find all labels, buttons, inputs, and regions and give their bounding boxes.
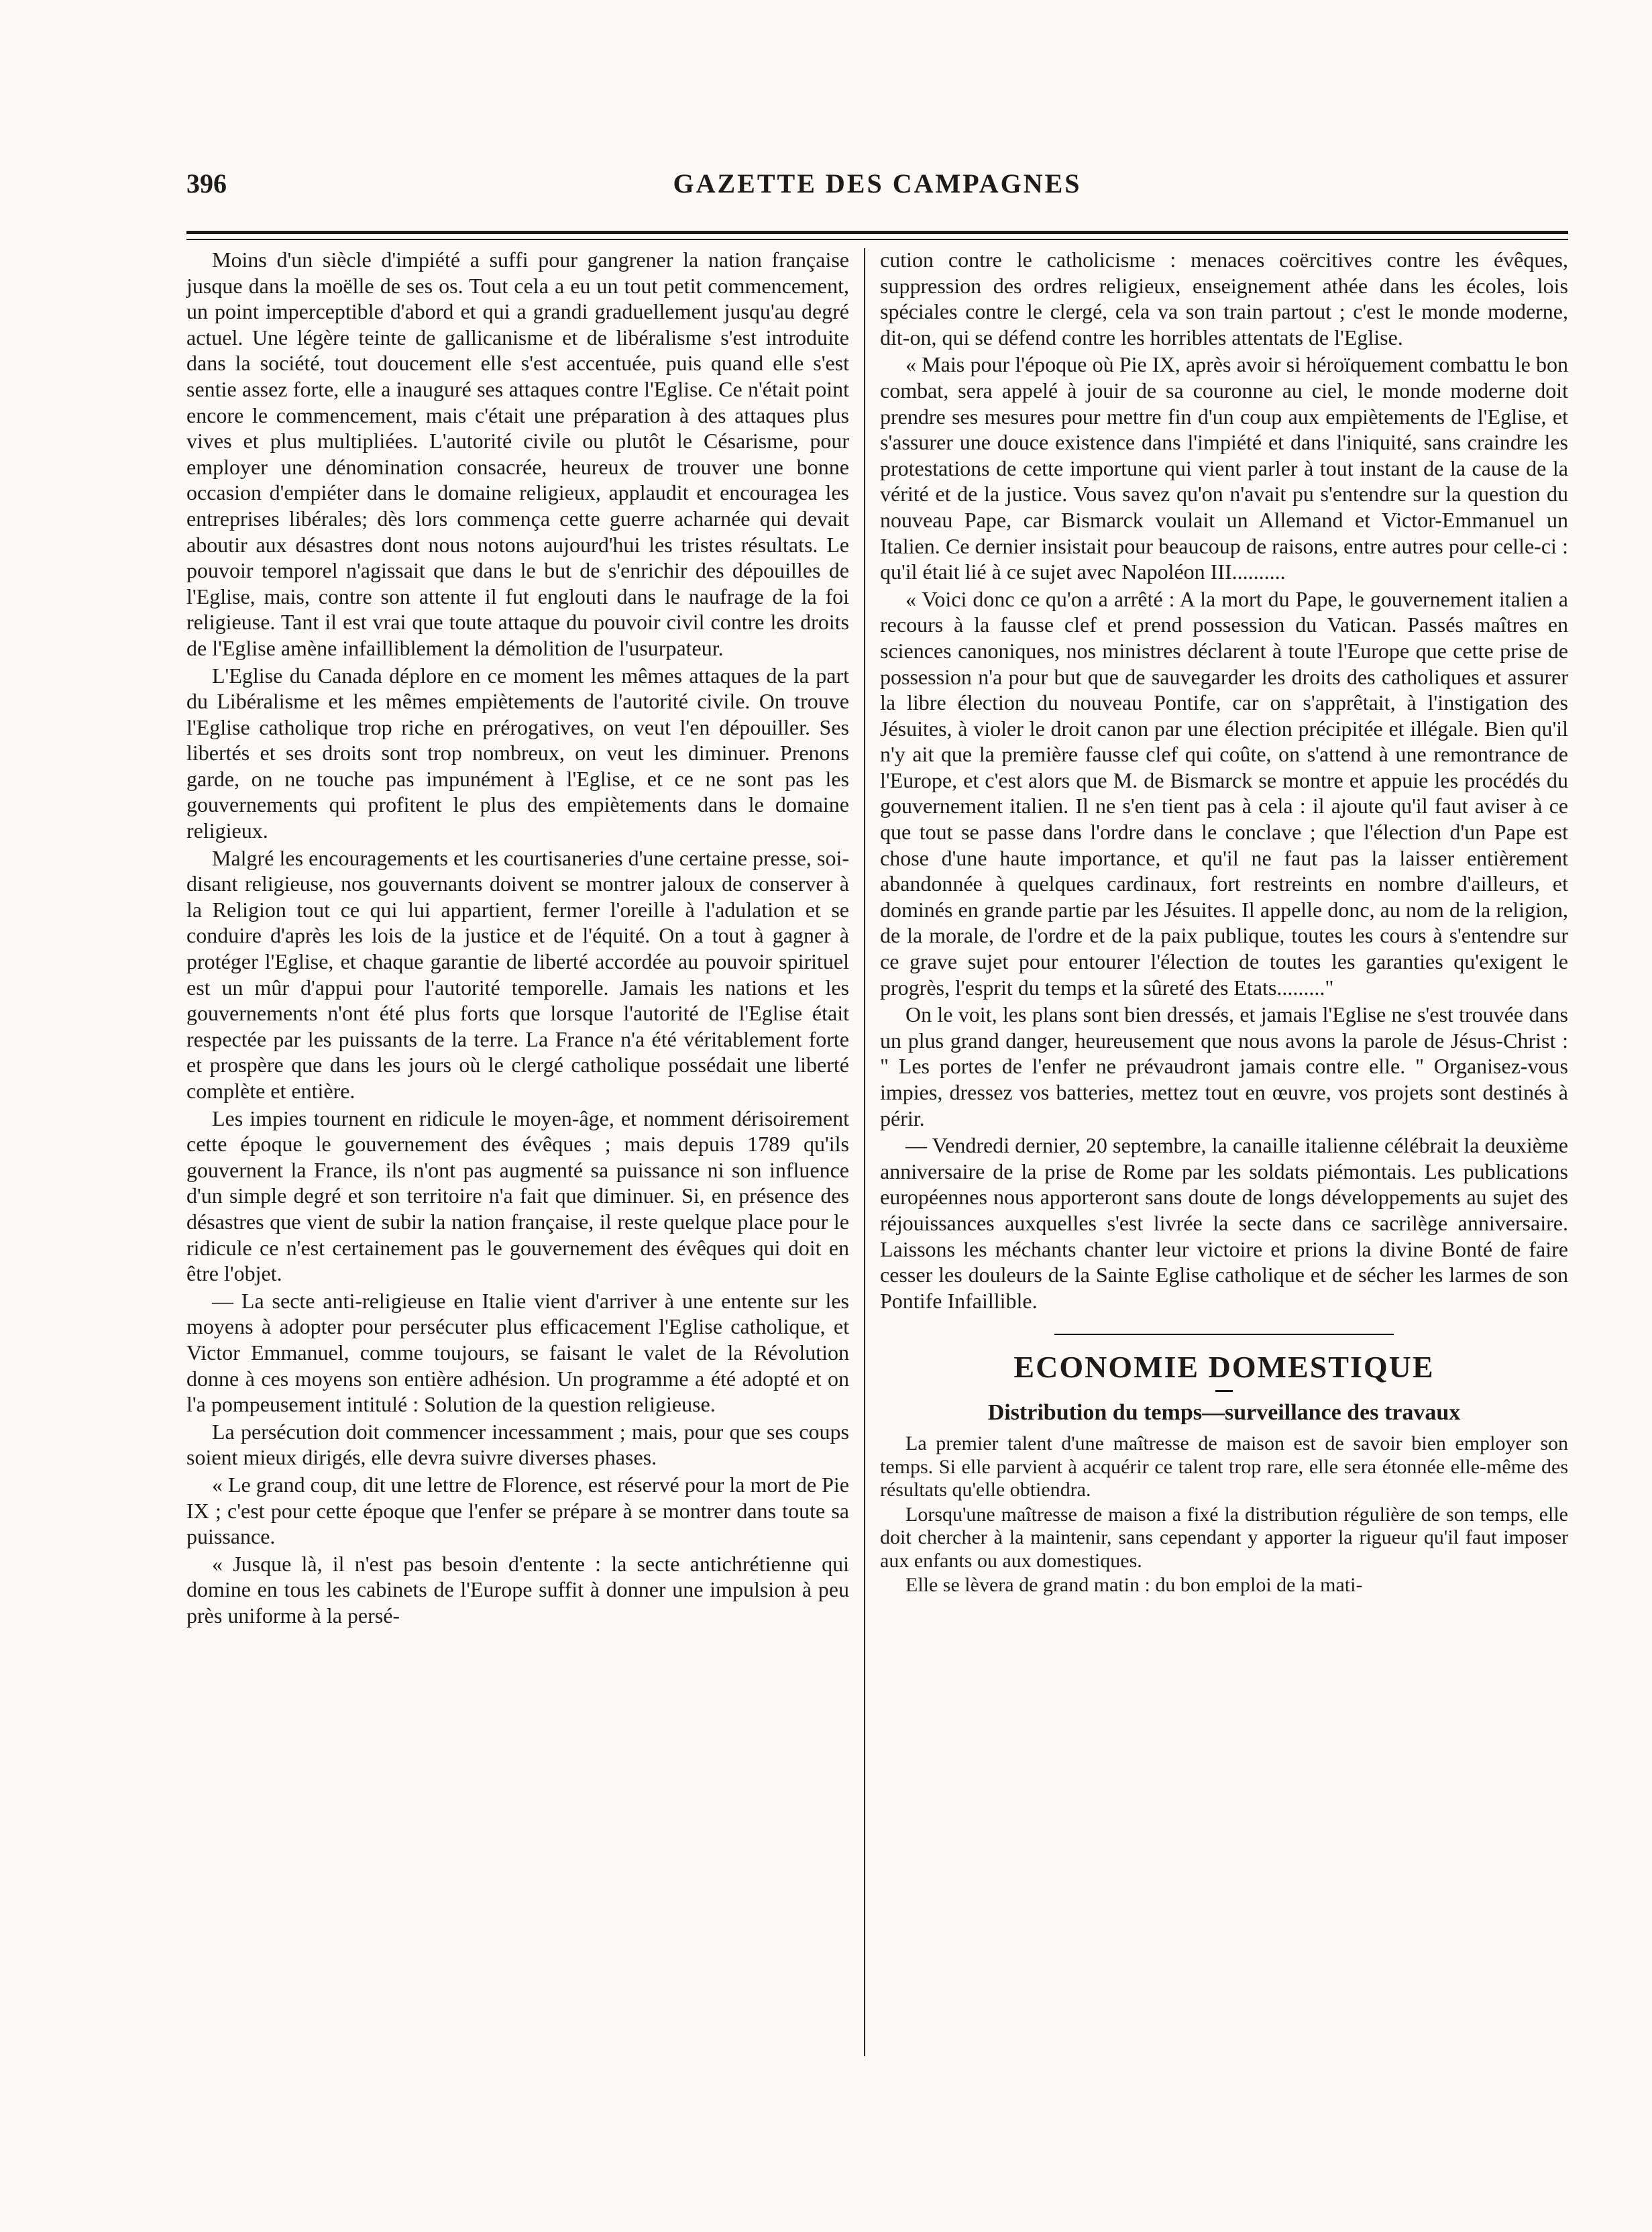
left-column: [186, 247, 849, 1628]
paragraph: cution contre le catholicisme : menaces coërcitives contre les évêques, suppression des ordres religieux, enseignement athée dans les écoles, lois spéciales contre le clergé, cela va son train partout ; c'est le monde moderne, dit-on, qui se défend contre les horribles attentats de l'Eglise.: [880, 248, 1568, 350]
section-title-text: ECONOMIE DOMESTIQUE: [1013, 1350, 1435, 1385]
journal-title: GAZETTE DES CAMPAGNES: [673, 168, 1082, 199]
paragraph: Les impies tournent en ridicule le moyen-âge, et nomment dérisoirement cette époque le gouvernement des évêques ; mais depuis 1789 qu'ils gouvernent la France, ils n'ont pas augmenté sa puissance ni son influence d'un simple degré et son territoire n'a fait que diminuer. Si, en présence des désastres que vient de subir la nation française, il reste quelque place pour le ridicule ce n'est certainement pas le gouvernement des évêques qui doit en être l'objet.: [186, 1106, 849, 1286]
page-header: [186, 168, 1568, 215]
page-number: 396: [186, 168, 227, 199]
paragraph: La premier talent d'une maîtresse de maison est de savoir bien employer son temps. Si elle parvient à acquérir ce talent trop rare, elle sera étonnée elle-même des résultats qu'elle obtiendra.: [880, 1432, 1568, 1501]
paragraph: « Le grand coup, dit une lettre de Florence, est réservé pour la mort de Pie IX ; c'est pour cette époque que l'enfer se prépare à se montrer dans toute sa puissance.: [186, 1472, 849, 1549]
paragraph: Moins d'un siècle d'impiété a suffi pour gangrener la nation française jusque dans la moëlle de ses os. Tout cela a eu un tout petit commencement, un point imperceptible d'abord et qui a grandi graduellement jusqu'au degré actuel. Une légère teinte de gallicanisme et de libéralisme s'est introduite dans la société, tout doucement elle s'est accentuée, puis quand elle s'est sentie assez forte, elle a inauguré ses attaques contre l'Eglise. Ce n'était point encore le commencement, mais c'était une préparation à des attaques plus vives et plus multipliées. L'autorité civile ou plutôt le Césarisme, pour employer une dénomination consacrée, heureux de trouver une bonne occasion d'empiéter dans le domaine religieux, applaudit et encouragea les entreprises libérales; dès lors commença cette guerre acharnée qui devait aboutir aux désastres dont nous notons aujourd'hui les tristes résultats. Le pouvoir temporel n'agissait que dans le but de s'enrichir des dépouilles de l'Eglise, mais, contre son attente il fut englouti dans le naufrage de la foi religieuse. Tant il est vrai que toute attaque du pouvoir civil contre les droits de l'Eglise amène infailliblement la démolition de l'usurpateur.: [186, 248, 849, 660]
header-rule: [186, 231, 1568, 234]
right-column: [880, 247, 1568, 1597]
header-rule-thin: [186, 239, 1568, 240]
paragraph: Elle se lèvera de grand matin : du bon emploi de la mati-: [905, 1574, 1363, 1597]
section-title: [1013, 1334, 1435, 1386]
paragraph: « Voici donc ce qu'on a arrêté : A la mort du Pape, le gouvernement italien a recours à la fausse clef et prend possession du Vatican. Passés maîtres en sciences canoniques, nos ministres déclarent à toute l'Europe que cette prise de possession n'a pour but que de sauvegarder les droits des catholiques et assurer la libre élection du nouveau Pontife, car on s'apprêtait, à l'instigation des Jésuites, à violer le droit canon par une élection précipitée et illégale. Bien qu'il n'y ait que la première fausse clef qui coûte, on s'attend à une remontrance de l'Europe, et c'est alors que M. de Bismarck se montre et appuie les procédés du gouvernement italien. Il ne s'en tient pas à cela : il ajoute qu'il faut aviser à ce que tout se passe dans l'ordre dans le conclave ; que l'élection d'un Pape est chose d'une haute importance, et qu'il ne faut pas la laisser entièrement abandonnée à quelques cardinaux, fort restreints en nombre d'ailleurs, et dominés en grande partie par les Jésuites. Il appelle donc, au nom de la religion, de la morale, de l'ordre et de la paix publique, toutes les cours à s'entendre sur ce grave sujet pour entourer l'élection de toutes les garanties qu'exigent le progrès, l'esprit du temps et la sûreté des Etats.........": [880, 586, 1568, 1000]
column-divider: [864, 248, 865, 2056]
section-subtitle: Distribution du temps—surveillance des travaux: [987, 1400, 1461, 1426]
paragraph: — La secte anti-religieuse en Italie vient d'arriver à une entente sur les moyens à adopter pour persécuter plus efficacement l'Eglise catholique, et Victor Emmanuel, comme toujours, se faisant le valet de la Révolution donne à ces moyens son entière adhésion. Un programme a été adopté et on l'a pompeusement intitulé : Solution de la question religieuse.: [186, 1288, 849, 1417]
paragraph: L'Eglise du Canada déplore en ce moment les mêmes attaques de la part du Libéralisme et les mêmes empiètements de l'autorité civile. On trouve l'Eglise catholique trop riche en prérogatives, on veut l'en dépouiller. Ses libertés et ses droits sont trop nombreux, on veut les diminuer. Prenons garde, on ne touche pas impunément à l'Eglise, et ce ne sont pas les gouvernements qui profitent le plus des empiètements dans le domaine religieux.: [186, 663, 849, 843]
paragraph: Lorsqu'une maîtresse de maison a fixé la distribution régulière de son temps, elle doit chercher à la maintenir, sans cependant y apporter la rigueur qu'il faut imposer aux enfants ou aux domestiques.: [880, 1503, 1568, 1572]
title-dash: [1215, 1390, 1233, 1392]
paragraph: Malgré les encouragements et les courtisaneries d'une certaine presse, soi-disant religieuse, nos gouvernants doivent se montrer jaloux de conserver à la Religion tout ce qui lui appartient, fermer l'oreille à l'adulation et se conduire d'après les lois de la justice et de l'équité. On a tout à gagner à protéger l'Eglise, et chaque garantie de liberté accordée au pouvoir spirituel est un mûr d'appui pour l'autorité temporelle. Jamais les nations et les gouvernements n'ont été plus forts que lorsque l'autorité de l'Eglise était respectée par les puissants de la terre. La France n'a été véritablement forte et prospère que dans les jours où le clergé catholique possédait une liberté complète et entière.: [186, 845, 849, 1103]
paragraph: — Vendredi dernier, 20 septembre, la canaille italienne célébrait la deuxième anniversaire de la prise de Rome par les soldats piémontais. Les publications européennes nous apporteront sans doute de longs développements au sujet des réjouissances auxquelles s'est livrée la secte dans ce sacrilège anniversaire. Laissons les méchants chanter leur victoire et prions la divine Bonté de faire cesser les douleurs de la Sainte Eglise catholique et de sécher les larmes de son Pontife Infaillible.: [880, 1133, 1568, 1313]
section-body: [880, 1432, 1568, 1597]
paragraph: « Mais pour l'époque où Pie IX, après avoir si héroïquement combattu le bon combat, sera appelé à jouir de sa couronne au ciel, le monde moderne doit prendre ses mesures pour mettre fin d'un coup aux empiètements de l'Eglise, et s'assurer une douce existence dans l'impiété et dans l'iniquité, sans craindre les protestations de cette importune qui vient parler à tout instant de la cause de la vérité et de la justice. Vous savez qu'on n'avait pu s'entendre sur la question du nouveau Pape, car Bismarck voulait un Allemand et Victor-Emmanuel un Italien. Ce dernier insistait pour beaucoup de raisons, entre autres pour celle-ci : qu'il était lié à ce sujet avec Napoléon III..........: [880, 352, 1568, 584]
paragraph: « Jusque là, il n'est pas besoin d'entente : la secte antichrétienne qui domine en tous les cabinets de l'Europe suffit à donner une impulsion à peu près uniforme à la persé-: [186, 1551, 849, 1628]
paragraph: La persécution doit commencer incessamment ; mais, pour que ses coups soient mieux dirigés, elle devra suivre diverses phases.: [186, 1419, 849, 1470]
paragraph: On le voit, les plans sont bien dressés, et jamais l'Eglise ne s'est trouvée dans un plus grand danger, heureusement que nous avons la parole de Jésus-Christ : " Les portes de l'enfer ne prévaudront jamais contre elle. " Organisez-vous impies, dressez vos batteries, mettez tout en œuvre, vos projets sont destinés à périr.: [880, 1002, 1568, 1130]
